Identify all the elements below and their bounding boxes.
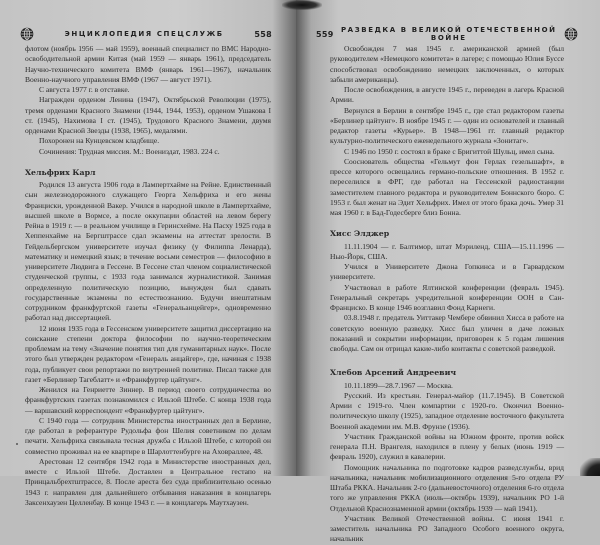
- paragraph: флотом (ноябрь 1956 — май 1959), военный специалист по ВМС Народно-освободительной армии Китая (май 1959 — январь 1961), председатель Научно-технического комитета ВМФ (январь 1961—1967), начальник Военно-научного управления ВМФ (1967 — август 1971).: [25, 44, 271, 84]
- paragraph: Помощник начальника по подготовке кадров разведслужбы, врид начальника, начальник мобилизационного отделения 5-го отдела РУ Штаба РККА. Начальник 2-го (дальневосточного) отделения 6-го отдела того же управления РККА (июль—октябрь 1939), начальник РО 1-й Отдельной Краснознаменной армии (октябрь 1939 — май 1941).: [330, 462, 564, 513]
- paragraph: Освобожден 7 мая 1945 г. американской армией (был руководителем «Немецкого комитета» в лагере; с помощью Юлия Буссе способствовал освобождению немецких заключенных, о которых забыли американцы).: [330, 44, 564, 84]
- paragraph: После освобождения, в августе 1945 г., переведен в лагерь Красной Армии.: [330, 85, 564, 105]
- entry-heading: Хельфрих Карл: [25, 167, 96, 177]
- right-running-header: [316, 26, 578, 42]
- page-number: 558: [254, 29, 272, 39]
- left-page-body: [25, 44, 271, 508]
- running-title: РАЗВЕДКА В ВЕЛИКОЙ ОТЕЧЕСТВЕННОЙ ВОЙНЕ: [340, 26, 557, 42]
- paragraph: Участник Гражданской войны на Южном фронте, против войск генерала П.Н. Врангеля, находился в плену у белых (июнь 1919 — февраль 1920), служил в кавалерии.: [330, 431, 564, 462]
- paragraph: Родился 13 августа 1906 года в Лампертхайме на Рейне. Единственный сын железнодорожного служащего Георга Хельфриха и его жены Франциски, урожденной Вакер. Учился в народной школе в Лампертхайме, высшей школе в Вормсе, а после оккупации областей на левом берегу Рейна в 1919 г. — в реальном училище в Геринсхейме. На Пасху 1925 года в Хеппенхайме на Бергштрассе сдал экзамены на аттестат зрелости. В Гейдельбергском университете изучал физику (у Филиппа Ленарда), математику и немецкий язык; в течение восьми семестров — философию в университете Людвига в Гессене. В Гессене стал членом социалистической студенческой группы, с 1933 года занимался журналистикой. Занимая определенную политическую позицию, вынужден был сдавать государственные экзамены по естествознанию. Будучи внештатным сотрудником франкфуртской газеты «Генеральанцейгер», одновременно работал над диссертацией.: [25, 180, 271, 323]
- paragraph: Арестован 12 сентября 1942 года в Министерстве иностранных дел, вместе с Ильзой Штебе. Доставлен в Центральное гестапо на Принцальбрехтштрассе, 8. После ареста без суда приблизительно осенью 1943 г. направлен для дальнейшего отбывания наказания в концлагерь Заксенхаузен Целленбау. В конце 1943 г. — в концлагерь Маутхаузен.: [25, 456, 271, 507]
- paragraph: 10.11.1899—28.7.1967 — Москва.: [344, 380, 453, 390]
- paragraph: Женился на Генриетте Зиннер. В период своего сотрудничества во франкфуртских газетах познакомился с Ильзой Штебе. С конца 1938 года — варшавский корреспондент «Франкфуртер цайтунг».: [25, 385, 271, 415]
- paragraph: Участник Великой Отечественной войны. С июня 1941 г. заместитель начальника РО Западного Особого военного округа, начальник: [330, 513, 564, 544]
- paragraph: 12 июня 1935 года в Гессенском университете защитил диссертацию на соискание степени доктора философии по научно-теоретическим проблемам на тему «Значение понятия тип для гуманитарных наук». После этого был утвержден редактором «Генераль анцайгер», где, начиная с 1938 года, публикует свои репортажи по внутренней политике. Писал также для газет «Берлинер Тагеблатт» и «Франкфуртер цайтунг».: [25, 323, 271, 384]
- right-page-body: [330, 44, 564, 545]
- globe-icon: [20, 27, 34, 41]
- scan-shadow: [282, 0, 322, 10]
- page-number: 559: [316, 29, 334, 39]
- paragraph: Участвовал в работе Ялтинской конференции (февраль 1945). Генеральный секретарь учредительной конференции ООН в Сан-Франциско. В конце 1946 возглавил Фонд Карнеги.: [330, 282, 564, 312]
- paragraph: С 1940 года — сотрудник Министерства иностранных дел в Берлине, где работал в реферантуре Рудольфа фон Шелия советником по делам печати. Хельфриха связывала тесная дружба с Ильзой Штебе, с которой он совместно проживал на ее квартире в Шарлоттенбурге на Аховраллее, 48.: [25, 415, 271, 456]
- globe-icon: [564, 27, 578, 41]
- paragraph: Награжден орденом Ленина (1947), Октябрьской Революции (1975), тремя орденами Красного Знамени (1944, 1944, 1953), орденом Ушакова I ст. (1945), Нахимова I ст. (1945), Трудового Красного Знамени, двумя орденами Красной Звезды (1938, 1965), медалями.: [25, 95, 271, 135]
- paragraph: С августа 1977 г. в отставке.: [39, 85, 130, 94]
- running-title: ЭНЦИКЛОПЕДИЯ СПЕЦСЛУЖБ: [64, 30, 224, 38]
- paragraph: Сочинения: Трудная миссия. М.: Воениздат, 1983. 224 с.: [39, 146, 220, 156]
- paragraph: 11.11.1904 — г. Балтимор, штат Мэриленд, США—15.11.1996 — Нью-Йорк, США.: [330, 241, 564, 261]
- left-page: [0, 0, 296, 507]
- paragraph: 03.8.1948 г. предатель Уиттакер Чембере обвинил Хисса в работе на советскую военную разведку. Хисс был уличен в даче ложных показаний и сокрытии информации, приговорен к 5 годам лишения свободы. Сам он отрицал какие-либо контакты с советской разведкой.: [330, 313, 564, 353]
- paragraph: Похоронен на Кунцевском кладбище.: [39, 136, 160, 146]
- paragraph: Сооснователь общества «Гельмут фон Герлах гезельшафт», в прессе которого освещались германо-польские отношения. В 1952 г. переселился в ФРГ, где работал на Гессенской радиостанции заместителем главного редактора и руководителем Боннского бюро. С 1953 г. был женат на Эдит Хельфрих. Имел от этого брака дочь. Умер 31 мая 1960 г. в Бад-Годесберге близ Бонна.: [330, 156, 564, 217]
- left-running-header: [20, 26, 272, 42]
- paragraph: Русский. Из крестьян. Генерал-майор (11.7.1945). В Советской Армии с 1919-го. Член компартии с 1920-го. Окончил Военно-политическую школу (1925), западное отделение восточного факультета Военной академии им. М.В. Фрунзе (1936).: [330, 390, 564, 431]
- paragraph: Вернулся в Берлин в сентябре 1945 г., где стал редактором газеты «Берлинер цайтунг». В ноябре 1945 г. — один из основателей и главный редактор газеты «Курьер». В 1948—1961 гг. главный редактор культурно-политического еженедельного журнала «Зонитаг».: [330, 105, 564, 146]
- entry-heading: Хисс Элджер: [330, 229, 390, 239]
- print-speck: [16, 443, 18, 445]
- paragraph: С 1946 по 1950 г. состоял в браке с Бригиттой Шульц, имел сына.: [344, 146, 555, 156]
- paragraph: Учился в Университете Джона Гопкинса и в Гарвардском университете.: [330, 262, 564, 282]
- scan-shadow: [580, 458, 600, 476]
- entry-heading: Хлебов Арсений Андреевич: [330, 368, 457, 378]
- right-page: [296, 0, 600, 544]
